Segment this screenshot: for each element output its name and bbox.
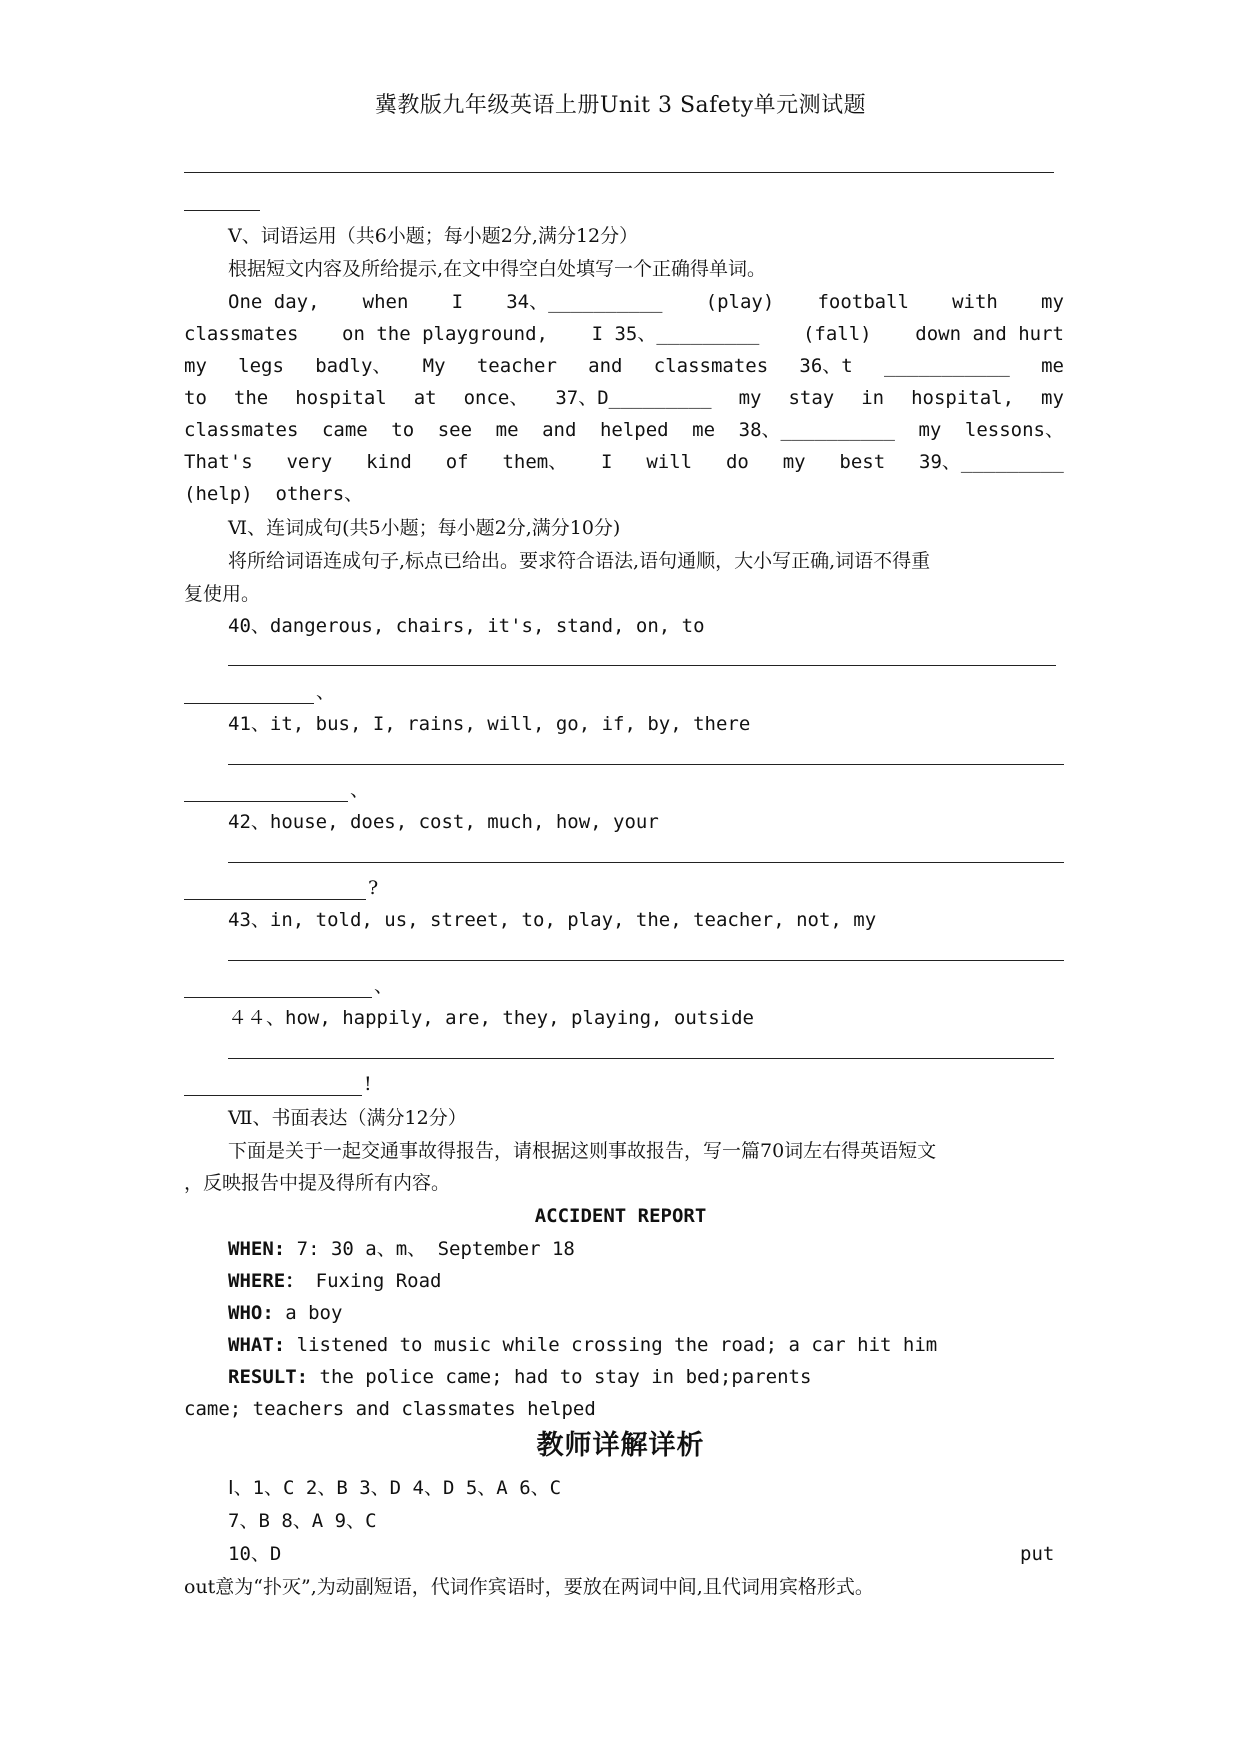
passage-word: see [437,419,473,441]
passage-word: my [918,419,942,441]
item-42-end: ? [368,877,379,899]
report-value: the police came; had to stay in bed;parents [308,1366,812,1388]
item-44-answer-line[interactable] [228,1058,1054,1059]
passage-word: my [738,387,762,409]
answers-title: 教师详解详析 [536,1430,705,1461]
passage-word: with [952,291,998,313]
section5-heading: Ⅴ、词语运用（共6小题；每小题2分,满分12分） [228,225,639,247]
passage-word: to [184,387,207,409]
item-40-answer-line[interactable] [228,665,1056,666]
report-field-what [228,1329,1064,1361]
report-label: WHEN: [228,1238,286,1260]
item-43-answer-line-cont[interactable] [184,997,372,998]
passage-word: when [362,291,409,313]
passage-line-4 [184,382,1064,414]
passage-word: classmates [184,323,299,345]
report-result-cont: came; teachers and classmates helped [184,1398,596,1420]
passage-word: football [817,291,909,313]
passage-word: others、 [275,483,364,505]
item-41-end: 、 [350,779,370,801]
passage-word: stay [788,387,835,409]
item-40-end: 、 [316,681,336,703]
item-44-answer-line-cont[interactable] [184,1095,362,1096]
passage-line-3 [184,350,1064,382]
passage-word: my [1041,291,1064,313]
report-label: WHO: [228,1302,274,1324]
section7-heading: Ⅶ、书面表达（满分12分） [228,1107,467,1129]
passage-word: to [391,419,415,441]
passage-line-2 [184,318,1064,350]
passage-word: I [451,291,464,313]
passage-word: me [1041,355,1064,377]
passage-word: me [692,419,716,441]
passage-word: One day, [228,291,320,313]
item-42-answer-line-cont[interactable] [184,899,366,900]
answers-row-2: 7、B 8、A 9、C [228,1510,377,1532]
passage-line-6 [184,446,1064,478]
item-42-prompt: 42、house, does, cost, much, how, your [228,811,659,833]
passage-word: teacher [476,355,557,377]
passage-word: That's [184,451,253,473]
passage-word: will [646,451,693,473]
item-40-prompt: 40、dangerous, chairs, it's, stand, on, to [228,615,705,637]
passage-word: My [422,355,446,377]
passage-word: at [413,387,437,409]
answers-row-3-left: 10、D [228,1543,282,1565]
passage-word: (fall) [802,323,872,345]
section7-instruction: 下面是关于一起交通事故得报告，请根据这则事故报告，写一篇70词左右得英语短文 [228,1140,937,1162]
passage-word: helped [599,419,669,441]
report-value: a boy [273,1302,343,1324]
passage-word: me [495,419,519,441]
blank-37[interactable]: 37、D_________ [555,387,712,409]
blank-36[interactable]: ___________ [884,355,1010,377]
passage-word: badly、 [315,355,392,377]
passage-word: my [1041,387,1064,409]
item-41-answer-line[interactable] [228,764,1064,765]
passage-line-7 [184,478,1064,510]
passage-word: once、 [463,387,529,409]
passage-word: the [233,387,269,409]
item-41-answer-line-cont[interactable] [184,801,348,802]
page-header: 冀教版九年级英语上册Unit 3 Safety单元测试题 [374,93,867,118]
passage-word: hospital [295,387,387,409]
blank-38[interactable]: 38、__________ [738,419,895,441]
passage-word: and [542,419,577,441]
passage-word: hospital, [911,387,1015,409]
blank-34[interactable]: 34、__________ [506,291,663,313]
passage-word: lessons、 [964,419,1064,441]
item-40-answer-line-cont[interactable] [184,703,314,704]
item-43-answer-line[interactable] [228,960,1064,961]
passage-word: very [286,451,333,473]
answers-row-1: Ⅰ、1、C 2、B 3、D 4、D 5、A 6、C [228,1477,562,1499]
passage-word: and [588,355,623,377]
section6-instruction-cont: 复使用。 [184,583,261,605]
item-42-answer-line[interactable] [228,862,1064,863]
passage-word: my [184,355,207,377]
passage-word: I [601,451,613,473]
report-field-who [228,1297,1108,1329]
answers-row-3-right: put [1020,1543,1055,1565]
report-label: RESULT: [228,1366,309,1388]
passage-word: my [782,451,806,473]
passage-word: of [445,451,469,473]
passage-word: classmates [184,419,299,441]
section5-instruction: 根据短文内容及所给提示,在文中得空白处填写一个正确得单词。 [228,258,767,280]
section6-heading: Ⅵ、连词成句(共5小题；每小题2分,满分10分) [228,517,621,539]
report-value: 7: 30 a、m、 September 18 [285,1238,575,1260]
passage-word: classmates [653,355,769,377]
passage-word: kind [366,451,412,473]
passage-line-1 [228,286,1064,318]
passage-word: in [861,387,885,409]
report-value: Fuxing Road [304,1270,442,1292]
report-field-result [228,1361,1064,1393]
passage-word: do [725,451,749,473]
passage-word: best [839,451,886,473]
answer-line [184,210,260,211]
item-44-end: ! [364,1073,372,1095]
report-value: listened to music while crossing the road; a car hit him [285,1334,938,1356]
report-field-where [228,1265,1108,1297]
item-41-prompt: 41、it, bus, I, rains, will, go, if, by, there [228,713,751,735]
report-label: WHERE： [228,1270,305,1292]
blank-35[interactable]: I 35、_________ [591,323,760,345]
passage-word: came [321,419,368,441]
report-field-when [228,1233,1108,1265]
answer-line [184,172,1054,173]
answers-row-4: out意为“扑灭”,为动副短语，代词作宾语时，要放在两词中间,且代词用宾格形式。 [184,1576,874,1598]
blank-36-label: 36、t [799,355,853,377]
item-44-prompt: ４４、how, happily, are, they, playing, outside [228,1007,754,1029]
passage-word: them、 [502,451,568,473]
passage-word: (help) [184,483,253,505]
section6-instruction: 将所给词语连成句子,标点已给出。要求符合语法,语句通顺，大小写正确,词语不得重 [228,550,931,572]
passage-word: legs [238,355,284,377]
blank-39[interactable]: 39、_________ [919,451,1064,473]
passage-line-5 [184,414,1064,446]
passage-word: (play) [705,291,775,313]
report-label: WHAT: [228,1334,286,1356]
item-43-end: 、 [374,975,394,997]
section7-instruction-cont: ，反映报告中提及得所有内容。 [184,1172,451,1194]
passage-word: down and hurt [915,323,1064,345]
item-43-prompt: 43、in, told, us, street, to, play, the, teacher, not, my [228,909,877,931]
passage-word: on the playground, [342,323,548,345]
report-title: ACCIDENT REPORT [534,1205,707,1227]
